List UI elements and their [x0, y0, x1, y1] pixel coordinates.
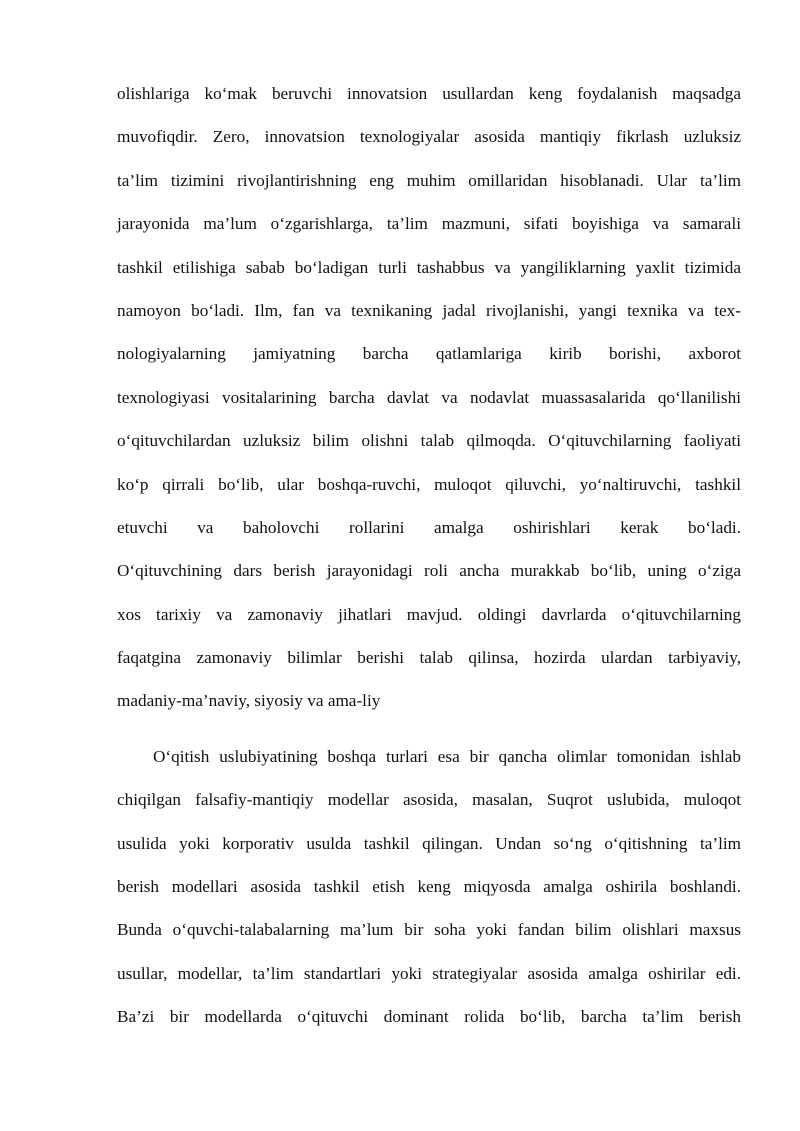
- text-line: Ba’zi bir modellarda o‘qituvchi dominant rolida bo‘lib, barcha ta’lim berish: [117, 1007, 741, 1027]
- paragraph-1: [117, 72, 741, 723]
- paragraph-spacer: [117, 723, 741, 735]
- text-line: olishlariga ko‘mak beruvchi innovatsion usullardan keng foydalanish maqsadga: [117, 84, 741, 103]
- text-line: O‘qituvchining dars berish jarayonidagi roli ancha murakkab bo‘lib, uning o‘ziga: [117, 561, 741, 581]
- text-line: usullar, modellar, ta’lim standartlari yoki strategiyalar asosida amalga oshirilar edi.: [117, 963, 741, 983]
- text-line: xos tarixiy va zamonaviy jihatlari mavjud. oldingi davrlarda o‘qituvchilarning: [117, 604, 741, 624]
- text-line: muvofiqdir. Zero, innovatsion texnologiyalar asosida mantiqiy fikrlash uzluksiz: [117, 127, 741, 147]
- text-line: usulida yoki korporativ usulda tashkil qilingan. Undan so‘ng o‘qitishning ta’lim: [117, 833, 741, 853]
- text-line: jarayonida ma’lum o‘zgarishlarga, ta’lim mazmuni, sifati boyishiga va samarali: [117, 214, 741, 234]
- text-line: Bunda o‘quvchi-talabalarning ma’lum bir soha yoki fandan bilim olishlari maxsus: [117, 920, 741, 940]
- text-line: tashkil etilishiga sabab bo‘ladigan turli tashabbus va yangiliklarning yaxlit tizimida: [117, 257, 741, 277]
- text-line: berish modellari asosida tashkil etish keng miqyosda amalga oshirila boshlandi.: [117, 877, 741, 897]
- text-line: ko‘p qirrali bo‘lib, ular boshqa-ruvchi, muloqot qiluvchi, yo‘naltiruvchi, tashkil: [117, 474, 741, 494]
- text-line: texnologiyasi vositalarining barcha davlat va nodavlat muassasalarida qo‘llanilishi: [117, 387, 741, 407]
- text-line: ta’lim tizimini rivojlantirishning eng muhim omillaridan hisoblanadi. Ular ta’lim: [117, 170, 741, 190]
- text-line: chiqilgan falsafiy-mantiqiy modellar asosida, masalan, Suqrot uslubida, muloqot: [117, 790, 741, 810]
- text-line: faqatgina zamonaviy bilimlar berishi talab qilinsa, hozirda ulardan tarbiyaviy,: [117, 648, 741, 668]
- text-line: madaniy-ma’naviy, siyosiy va ama-liy: [117, 691, 381, 711]
- text-line: O‘qitish uslubiyatining boshqa turlari esa bir qancha olimlar tomonidan ishlab: [153, 746, 741, 766]
- paragraph-2: [117, 735, 741, 1039]
- text-line: namoyon bo‘ladi. Ilm, fan va texnikaning jadal rivojlanishi, yangi texnika va tex-: [117, 300, 741, 320]
- text-line: nologiyalarning jamiyatning barcha qatlamlariga kirib borishi, axborot: [117, 344, 741, 364]
- text-line: etuvchi va baholovchi rollarini amalga oshirishlari kerak bo‘ladi.: [117, 517, 741, 537]
- text-line: o‘qituvchilardan uzluksiz bilim olishni talab qilmoqda. O‘qituvchilarning faoliyati: [117, 431, 741, 451]
- document-body: [117, 72, 741, 1039]
